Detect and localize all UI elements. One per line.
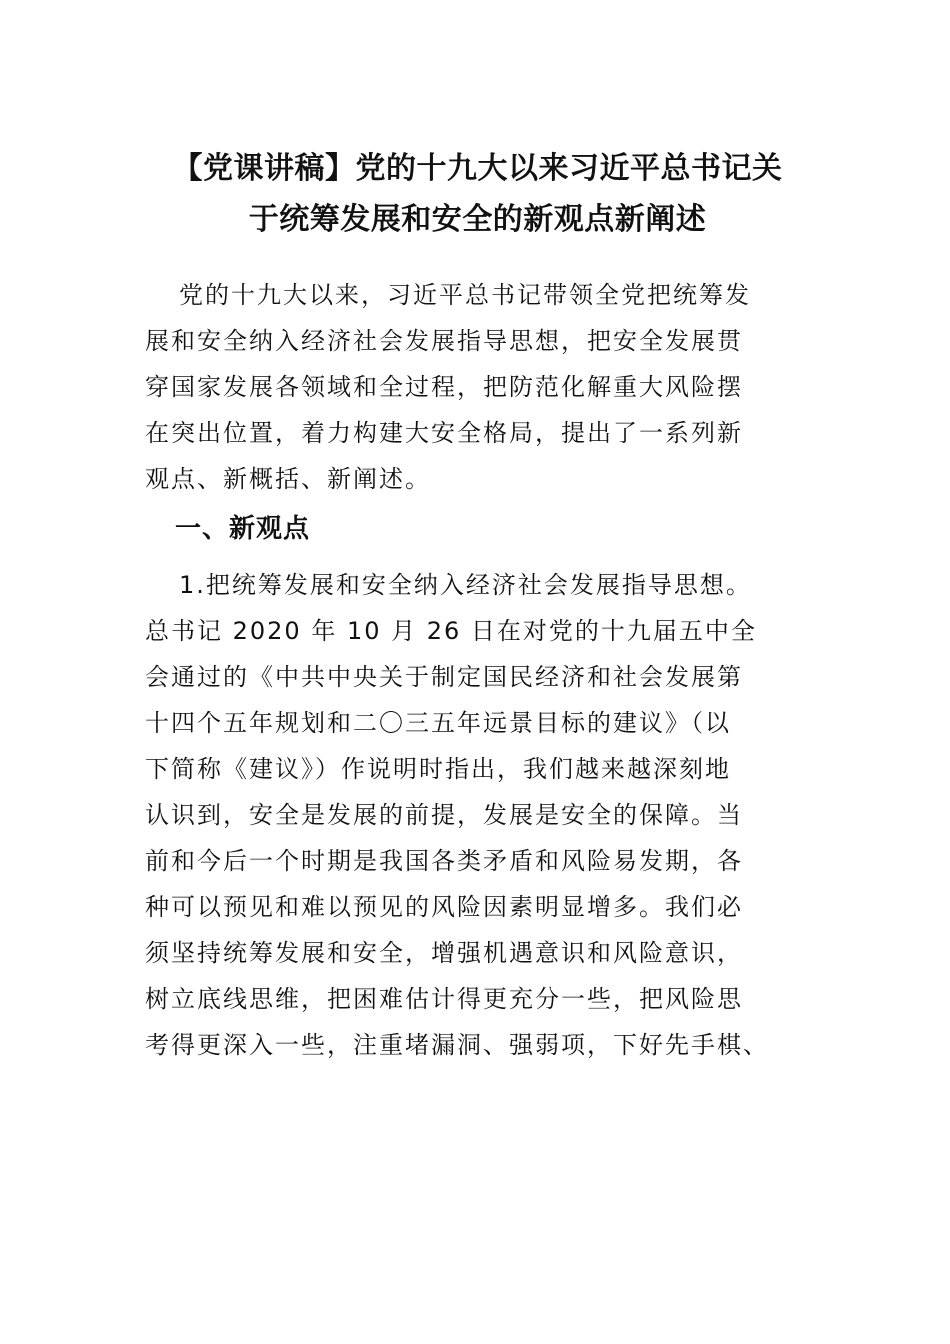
paragraph-line: 考得更深入一些，注重堵漏洞、强弱项，下好先手棋、	[145, 1031, 769, 1059]
paragraph-line: 展和安全纳入经济社会发展指导思想，把安全发展贯	[145, 327, 743, 355]
paragraph-line: 树立底线思维，把困难估计得更充分一些，把风险思	[145, 985, 743, 1013]
title-line: 【党课讲稿】党的十九大以来习近平总书记关	[172, 151, 783, 186]
intro-paragraph	[145, 272, 810, 502]
paragraph-line: 党的十九大以来，习近平总书记带领全党把统筹发	[179, 281, 751, 309]
document-title	[145, 143, 810, 245]
paragraph-line: 种可以预见和难以预见的风险因素明显增多。我们必	[145, 893, 743, 921]
section-heading: 一、新观点	[175, 514, 311, 544]
paragraph-line: 前和今后一个时期是我国各类矛盾和风险易发期，各	[145, 847, 743, 875]
paragraph-line: 十四个五年规划和二〇三五年远景目标的建议》（以	[145, 709, 731, 737]
body-paragraph	[145, 562, 810, 1068]
paragraph-line: 观点、新概括、新阐述。	[145, 465, 431, 493]
paragraph-line: 穿国家发展各领域和全过程，把防范化解重大风险摆	[145, 373, 743, 401]
title-line: 于统筹发展和安全的新观点新阐述	[248, 202, 707, 237]
paragraph-line: 总书记 2020 年 10 月 26 日在对党的十九届五中全	[145, 617, 757, 645]
paragraph-line: 认识到，安全是发展的前提，发展是安全的保障。当	[145, 801, 743, 829]
paragraph-line: 下简称《建议》）作说明时指出，我们越来越深刻地	[145, 755, 731, 783]
paragraph-line: 须坚持统筹发展和安全，增强机遇意识和风险意识，	[145, 939, 743, 967]
paragraph-line: 在突出位置，着力构建大安全格局，提出了一系列新	[145, 419, 743, 447]
paragraph-line: 会通过的《中共中央关于制定国民经济和社会发展第	[145, 663, 743, 691]
paragraph-line: 1.把统筹发展和安全纳入经济社会发展指导思想。	[179, 571, 752, 599]
